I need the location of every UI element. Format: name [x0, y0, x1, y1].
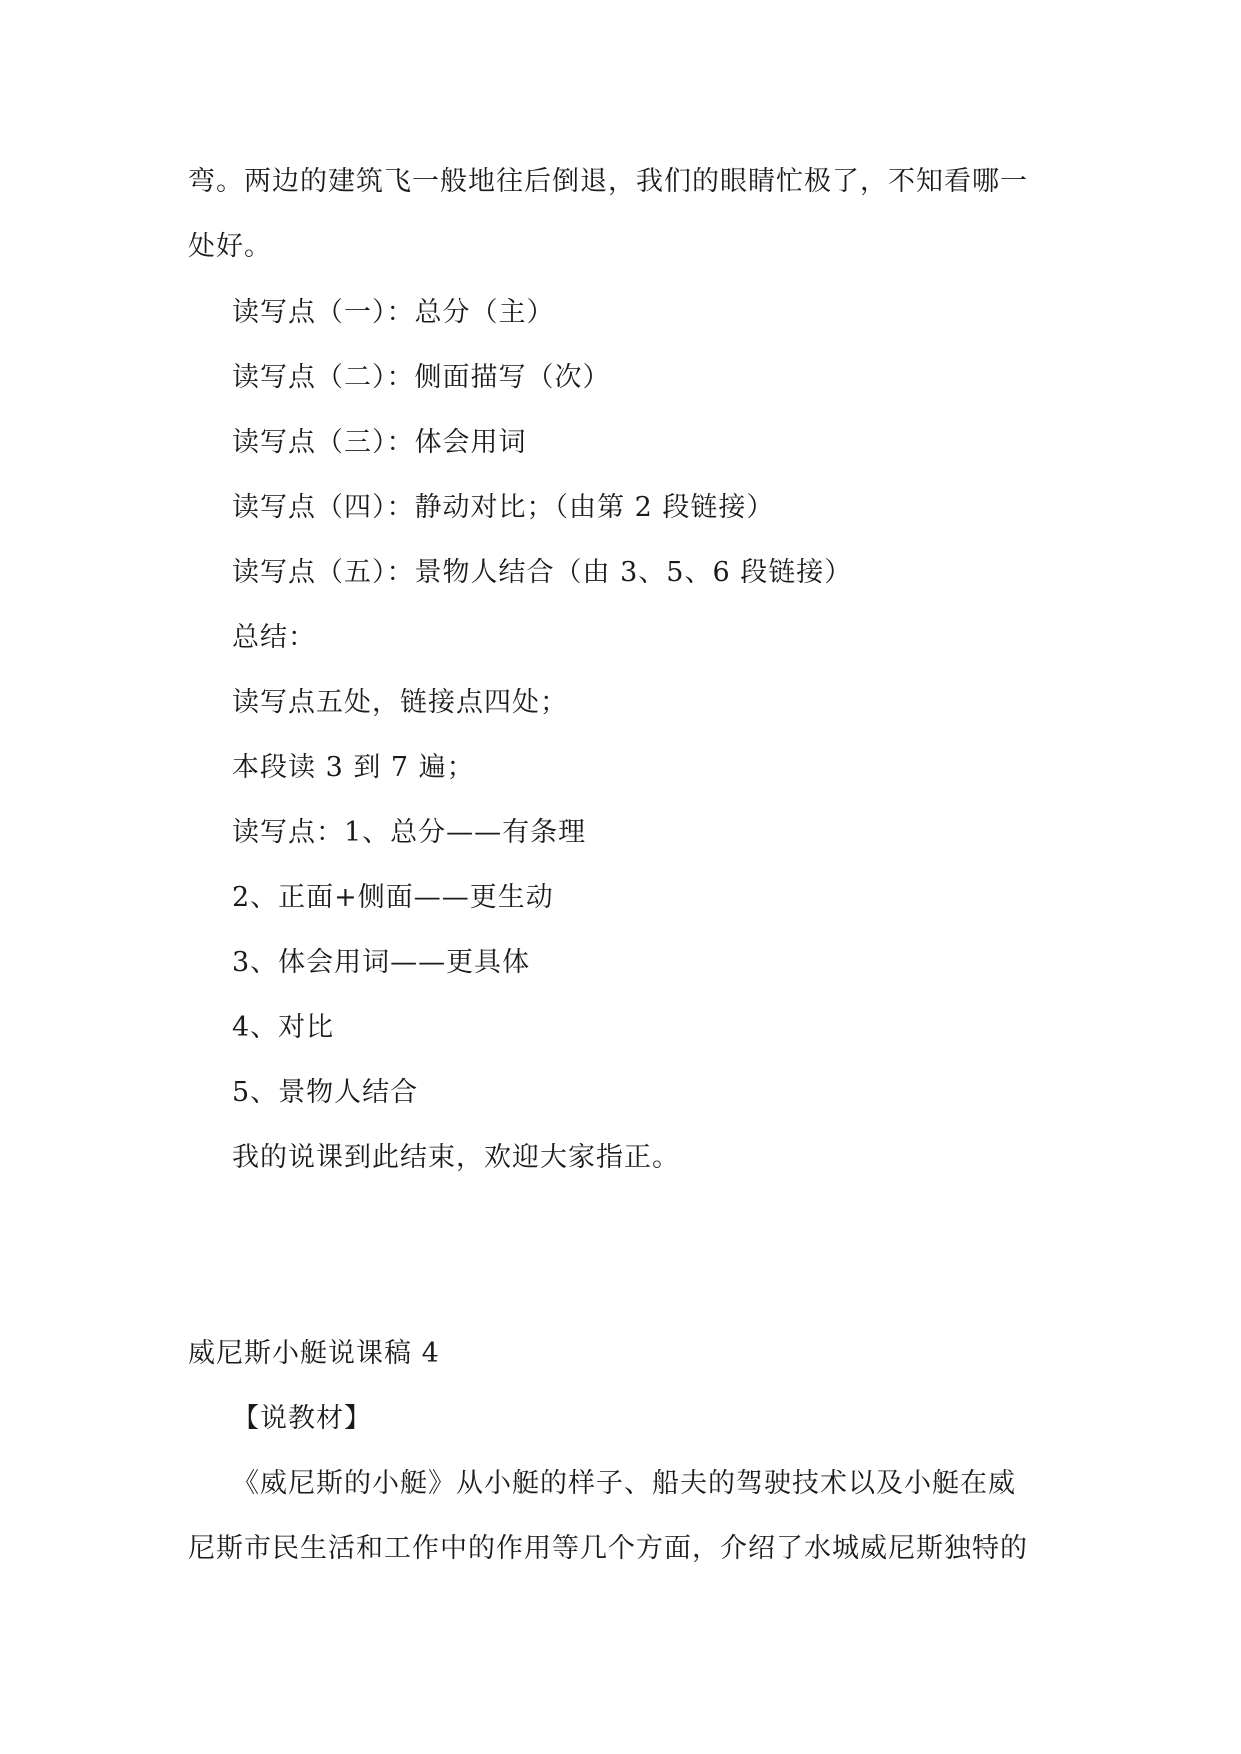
- summary-list-item: 5、景物人结合: [232, 1077, 419, 1108]
- paragraph-line: 弯。两边的建筑飞一般地往后倒退，我们的眼睛忙极了，不知看哪一: [188, 166, 1028, 197]
- summary-line: 本段读 3 到 7 遍；: [232, 752, 475, 783]
- reading-point-line: 读写点（三）：体会用词: [232, 427, 527, 458]
- paragraph-line: 《威尼斯的小艇》从小艇的样子、船夫的驾驶技术以及小艇在威: [232, 1468, 1016, 1499]
- reading-point-line: 读写点（五）：景物人结合（由 3、5、6 段链接）: [232, 557, 853, 588]
- summary-list-item: 4、对比: [232, 1012, 335, 1043]
- summary-line: 读写点五处，链接点四处；: [232, 687, 568, 718]
- closing-line: 我的说课到此结束，欢迎大家指正。: [232, 1142, 680, 1173]
- reading-point-line: 读写点（四）：静动对比；（由第 2 段链接）: [232, 492, 775, 523]
- section-title: 威尼斯小艇说课稿 4: [188, 1338, 440, 1369]
- paragraph-line: 处好。: [188, 231, 272, 262]
- summary-line: 读写点：1、总分——有条理: [232, 817, 587, 848]
- summary-heading: 总结：: [232, 622, 316, 653]
- reading-point-line: 读写点（一）：总分（主）: [232, 297, 555, 328]
- section-heading: 【说教材】: [232, 1403, 372, 1434]
- summary-list-item: 3、体会用词——更具体: [232, 947, 531, 978]
- reading-point-line: 读写点（二）：侧面描写（次）: [232, 362, 611, 393]
- paragraph-line: 尼斯市民生活和工作中的作用等几个方面，介绍了水城威尼斯独特的: [188, 1533, 1028, 1564]
- summary-list-item: 2、正面+侧面——更生动: [232, 882, 554, 913]
